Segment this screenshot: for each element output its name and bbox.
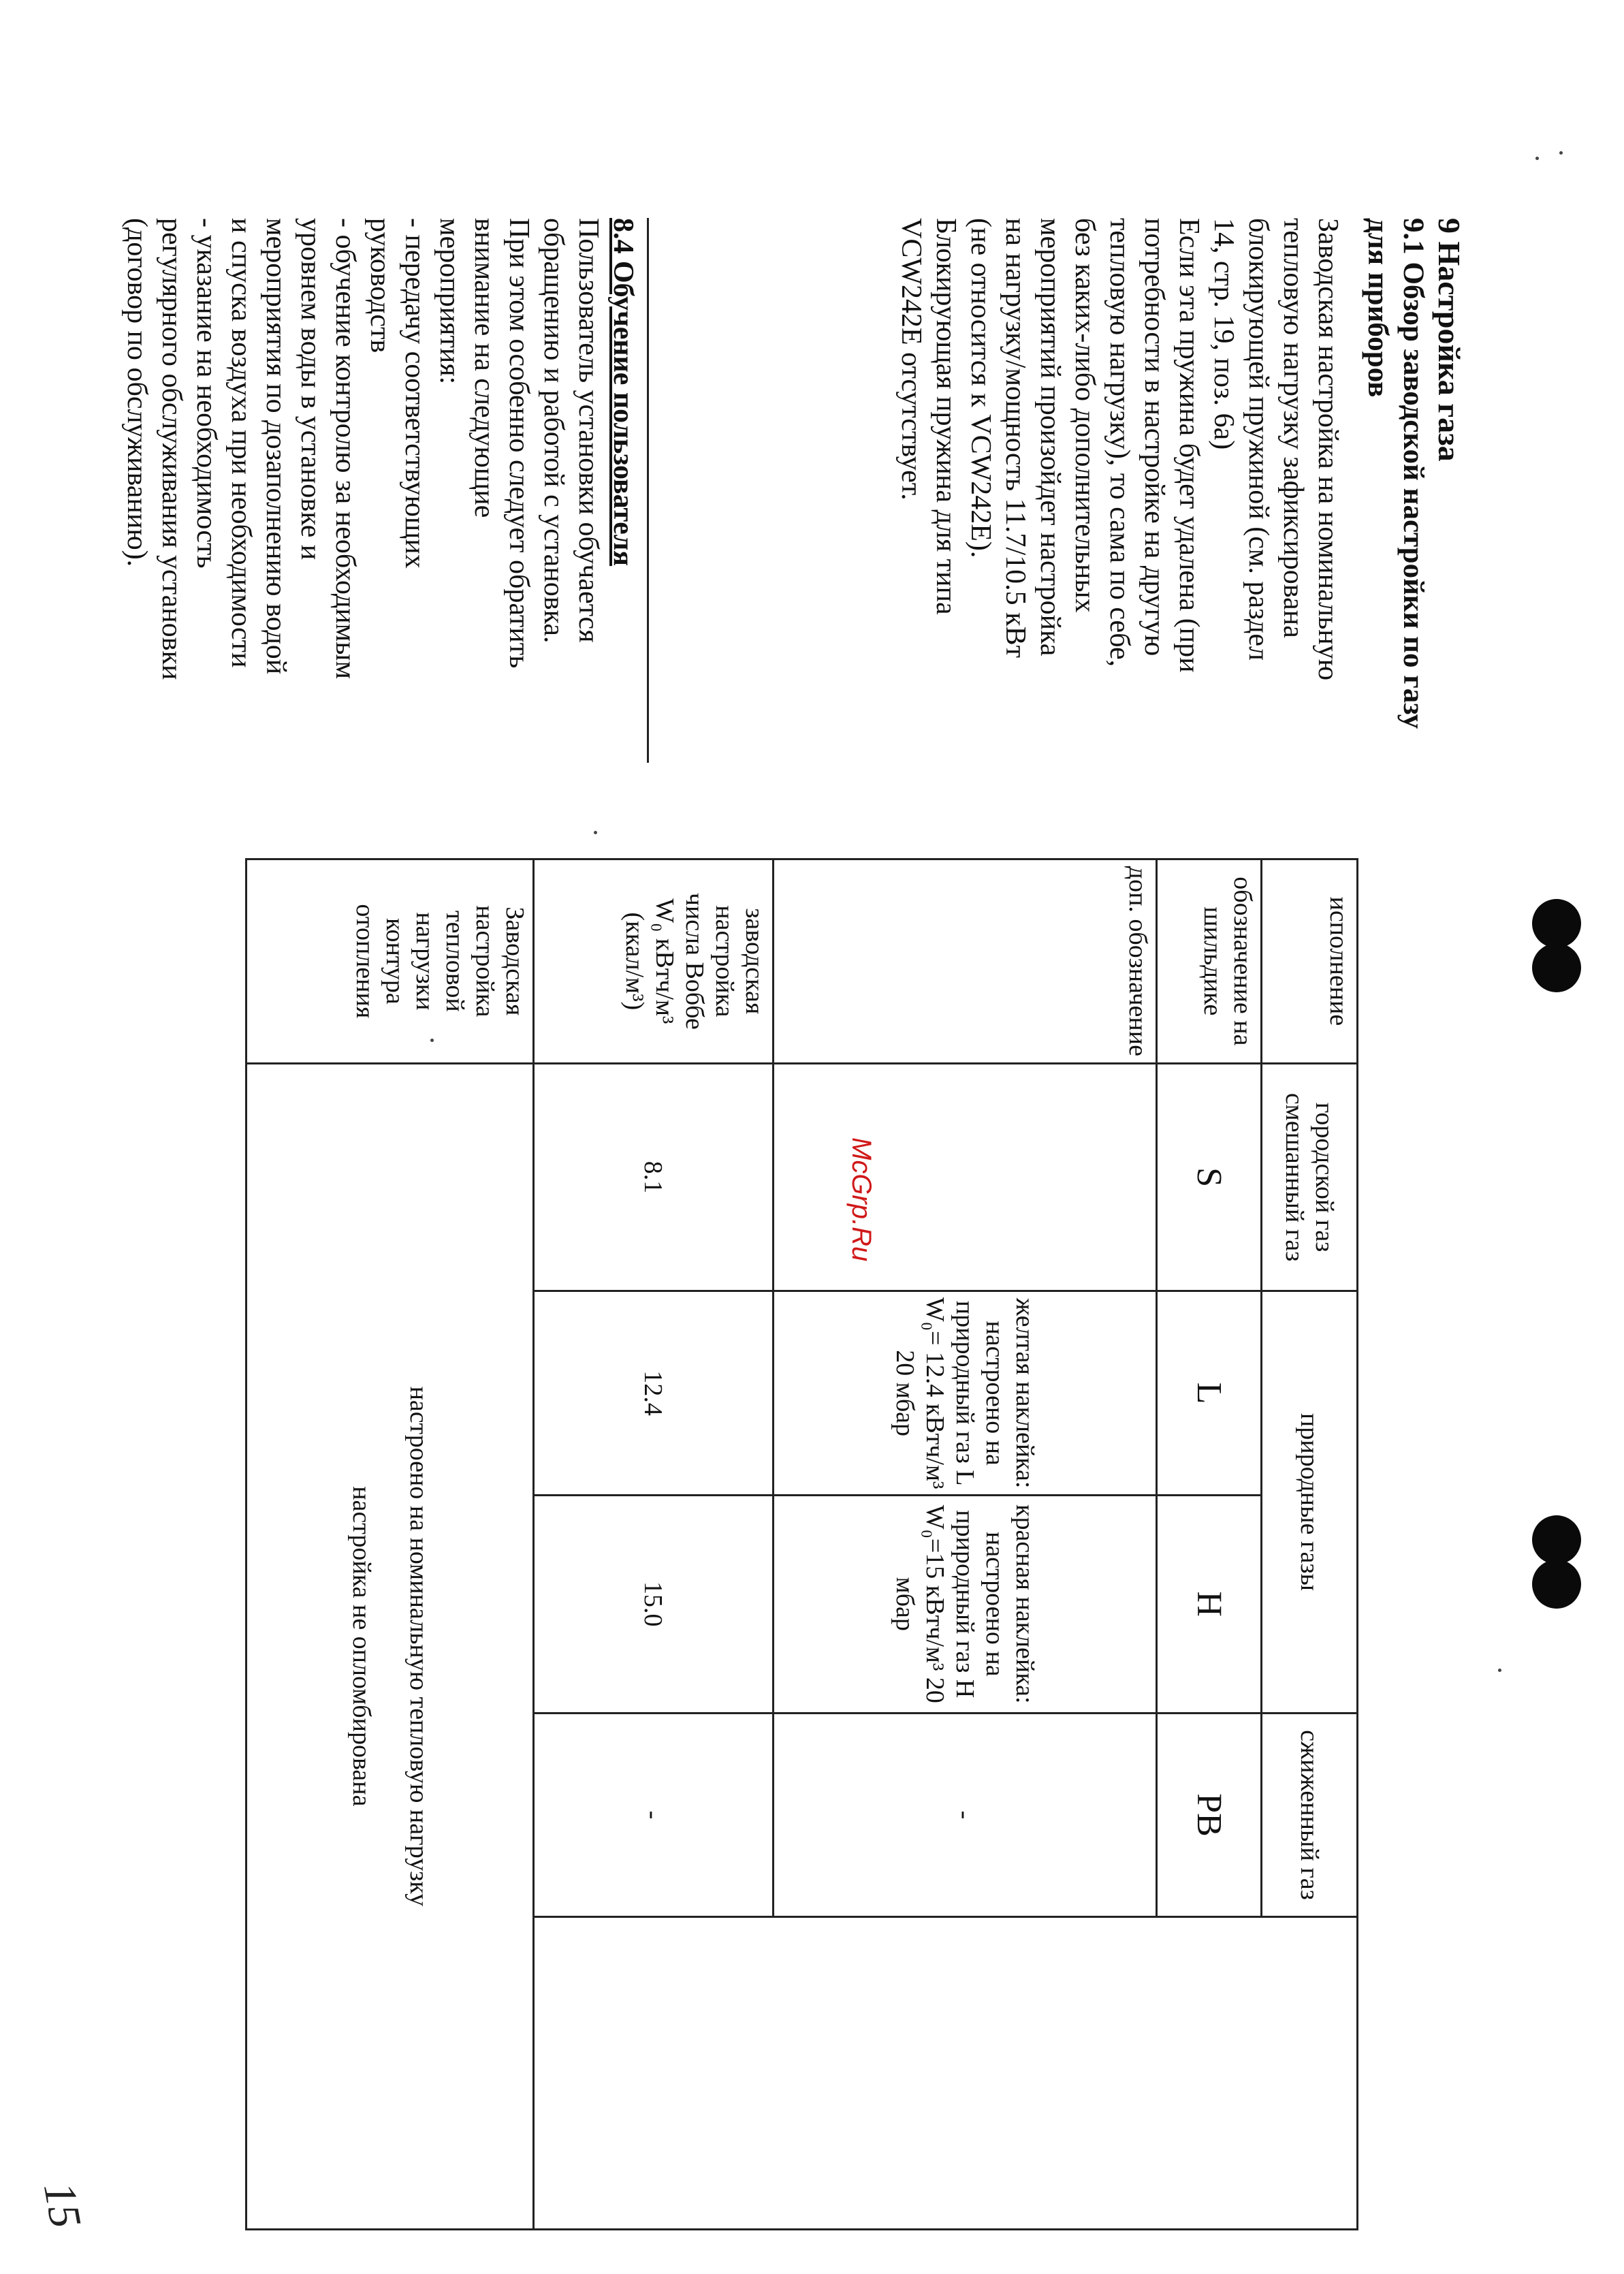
section-8-4-line: - обучение контролю за необходимым — [330, 218, 361, 680]
punch-hole — [1532, 899, 1581, 948]
wobbe-label-line: числа Воббе — [680, 892, 709, 1030]
wobbe-value-pb: - — [534, 1713, 774, 1917]
punch-hole — [1532, 1515, 1581, 1564]
paragraph1-line: 14, стр. 19, поз. 6а) — [1208, 218, 1239, 450]
gas-settings-table — [245, 858, 1358, 2230]
punch-hole — [1532, 943, 1581, 992]
section-divider — [647, 218, 649, 763]
section-9-1-title-line2: для приборов — [1362, 218, 1394, 398]
paragraph2-line: тепловую нагрузку), то сама по себе, — [1104, 218, 1135, 667]
section-8-4-line: руководств — [364, 218, 396, 353]
col-header-natural-gases: природные газы — [1262, 1291, 1358, 1713]
row-header-plate-mark: обозначение на шильдике — [1156, 859, 1262, 1064]
section-8-4-line: регулярного обслуживания установки — [156, 218, 187, 680]
section-9-1-title-line1: 9.1 Обзор заводской настройки по газу — [1397, 218, 1429, 729]
paragraph1-line: Заводская настройка на номинальную — [1312, 218, 1343, 681]
punch-hole — [1532, 1560, 1581, 1609]
wobbe-value-s: 8.1 — [534, 1063, 774, 1291]
table-row — [1262, 859, 1358, 2230]
section-8-4-line: обращению и работой с установка. — [538, 218, 569, 644]
section-8-4-line: (договор по обслуживанию). — [121, 218, 153, 567]
wobbe-label-line: заводская — [739, 908, 769, 1015]
watermark: McGrp.Ru — [846, 1137, 876, 1262]
extra-mark-pb: - — [773, 1713, 1156, 1917]
row-header-version: исполнение — [1262, 859, 1358, 1064]
section-9-column — [893, 218, 1467, 831]
plate-mark-h: H — [1156, 1496, 1262, 1714]
scan-speck — [1559, 151, 1563, 155]
section-8-4-line: внимание на следующие — [468, 218, 500, 518]
section-8-4-line: уровнем воды в установке и — [295, 218, 326, 560]
scan-speck — [1535, 157, 1539, 160]
table-row — [246, 859, 534, 2230]
extra-mark-l: желтая наклейка: настроено на природный газ L W₀= 12.4 кВтч/м³ 20 мбар — [773, 1291, 1156, 1496]
paragraph2-line: без каких-либо дополнительных — [1069, 218, 1100, 613]
section-9-title: 9 Настройка газа — [1432, 218, 1467, 462]
plate-mark-s: S — [1156, 1063, 1262, 1291]
wobbe-label-line: W₀ кВтч/м³ — [650, 898, 679, 1024]
paragraph2-line: потребности в настройке на другую — [1139, 218, 1170, 657]
wobbe-label-line: (ккал/м³) — [620, 912, 649, 1011]
section-8-4-title: 8.4 Обучение пользователя — [607, 218, 639, 567]
factory-label-line: отопления — [351, 904, 380, 1019]
paragraph2-line: на нагрузку/мощность 11.7/10.5 кВт — [1000, 218, 1031, 658]
row-header-factory-setting — [246, 859, 534, 1064]
factory-label-line: нагрузки — [411, 912, 440, 1011]
section-8-4-line: - указание на необходимость — [191, 218, 222, 569]
section-8-4-line: Пользователь установки обучается — [573, 218, 604, 643]
section-8-4-line: При этом особенно следует обратить — [503, 218, 535, 669]
extra-mark-h: красная наклейка: настроено на природный газ H W₀=15 кВтч/м³ 20 мбар — [773, 1496, 1156, 1714]
col-header-liquefied-gas: сжиженный газ — [1262, 1713, 1358, 1917]
section-8-4-line: мероприятия: — [434, 218, 465, 385]
col-header-city-gas: городской газ смешанный газ — [1262, 1063, 1358, 1291]
scan-speck — [594, 831, 597, 834]
section-8-4-column — [119, 218, 640, 831]
paragraph1-line: блокирующей пружиной (см. раздел — [1243, 218, 1274, 661]
factory-setting-value — [246, 1063, 534, 2229]
factory-label-line: контура — [381, 917, 410, 1005]
section-8-4-line: и спуска воздуха при необходимости — [225, 218, 257, 668]
section-8-4-line: - передачу соответствующих — [399, 218, 430, 569]
scan-speck — [1498, 1669, 1501, 1672]
paragraph2-line: Блокирующая пружина для типа — [930, 218, 961, 615]
page-number: 15 — [33, 2179, 91, 2232]
factory-label-line: настройка — [471, 905, 500, 1017]
row-header-extra-mark: доп. обозначение — [773, 859, 1156, 1064]
plate-mark-l: L — [1156, 1291, 1262, 1496]
table-blank-column — [534, 1917, 1358, 2230]
wobbe-value-h: 15.0 — [534, 1496, 774, 1714]
wobbe-label-line: настройка — [710, 905, 739, 1017]
paragraph2-line: мероприятий произойдет настройка — [1034, 218, 1066, 657]
factory-label-line: Заводская — [500, 906, 530, 1016]
scan-speck — [430, 1039, 434, 1042]
factory-setting-line: настройка не опломбирована — [347, 1486, 376, 1807]
section-8-4-line: мероприятия по дозаполнению водой — [260, 218, 291, 675]
plate-mark-pb: PB — [1156, 1713, 1262, 1917]
wobbe-value-l: 12.4 — [534, 1291, 774, 1496]
extra-mark-s — [773, 1063, 1156, 1291]
factory-setting-line: настроено на номинальную тепловую нагрузку — [404, 1386, 433, 1907]
row-header-wobbe — [534, 859, 774, 1064]
paragraph2-line: (не относится к VCW242E). — [965, 218, 996, 558]
paragraph2-line: VCW242E отсутствует. — [895, 218, 927, 501]
factory-label-line: тепловой — [441, 910, 470, 1012]
paragraph2-line: Если эта пружина будет удалена (при — [1173, 218, 1205, 673]
paragraph1-line: тепловую нагрузку зафиксирована — [1277, 218, 1309, 638]
